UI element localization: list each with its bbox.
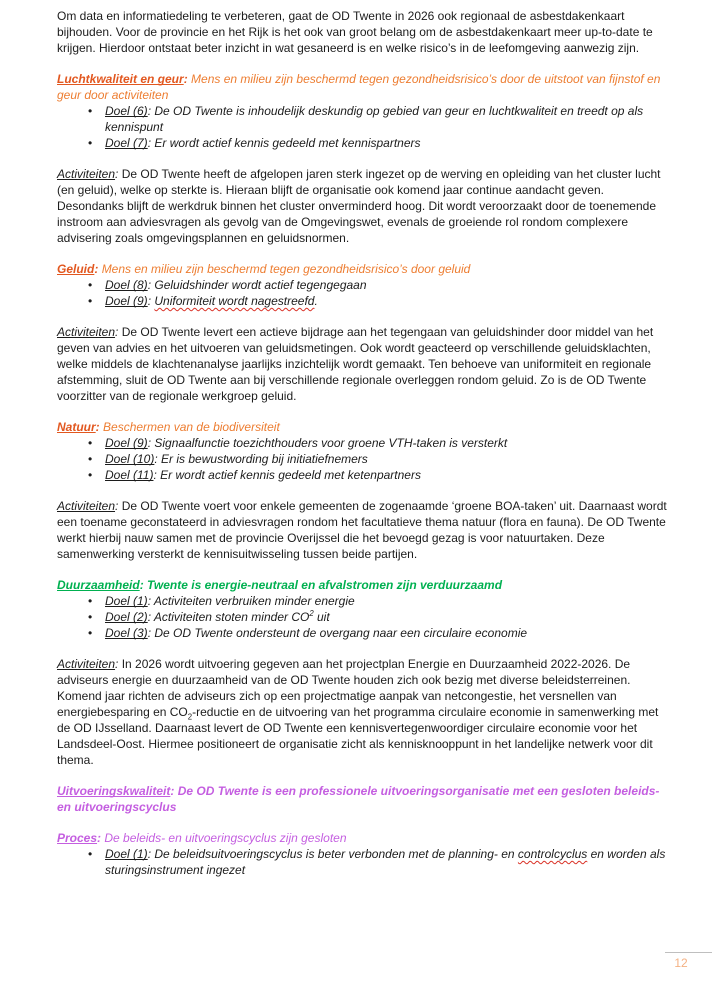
section-heading: Natuur: (57, 420, 100, 434)
text-segment: . (314, 294, 318, 308)
doel-label: Doel (1): (105, 847, 152, 861)
footer-divider (665, 952, 712, 953)
text-segment: 2 (187, 712, 193, 722)
doel-text (105, 847, 665, 877)
section-heading-line (57, 577, 667, 593)
activities-label: Activiteiten: (57, 657, 119, 671)
text-segment: De OD Twente heeft de afgelopen jaren sterk ingezet op de werving en opleiding van het cluster lucht (en geluid), welke op sterkte is. Hieraan blijft de organisatie ook komend jaar continue aandacht geven. Desondanks blijft de werkdruk binnen het cluster onverminderd hoog. Dit wordt veroorzaakt door de toenemende instroom aan adviesvragen als gevolg van de Omgevingswet, evenals de groeiende rol rondom complexere advisering zoals omgevingsplannen en geluidsnormen. (57, 167, 661, 245)
bullet-marker: • (88, 436, 93, 450)
section (57, 261, 667, 404)
text-segment: De beleidsuitvoeringscyclus is beter verbonden met de planning- en (154, 847, 518, 861)
section (57, 577, 667, 768)
activities-label: Activiteiten: (57, 325, 119, 339)
section-description: De beleids- en uitvoeringscyclus zijn gesloten (104, 831, 347, 845)
section-heading-line (57, 71, 667, 103)
section-heading: Proces: (57, 831, 102, 845)
doel-item (57, 435, 667, 451)
text-segment: Er is bewustwording bij initiatiefnemers (161, 452, 368, 466)
doel-text (160, 468, 421, 482)
doel-text (105, 104, 643, 134)
page-number: 12 (674, 956, 688, 970)
bullet-marker: • (88, 847, 93, 861)
doel-list (57, 846, 667, 878)
doel-item (57, 451, 667, 467)
doel-text (154, 294, 317, 308)
doel-item (57, 103, 667, 135)
text-segment: De OD Twente voert voor enkele gemeenten de zogenaamde ‘groene BOA-taken’ uit. Daarnaast wordt een toename geconstateerd in adviesvragen rondom het facultatieve thema natuur (flora en fauna). De OD Twente werkt hierbij nauw samen met de provincie Overijssel die het bevoegd gezag is voor natuurtaken. Deze samenwerking versterkt de kennisuitwisseling tussen beide partijen. (57, 499, 667, 561)
text-segment: Er wordt actief kennis gedeeld met ketenpartners (160, 468, 421, 482)
doel-label: Doel (9): (105, 436, 152, 450)
activities-text (57, 657, 658, 767)
section-heading: Uitvoeringskwaliteit: (57, 784, 175, 798)
section-description: Mens en milieu zijn beschermd tegen gezondheidsrisico’s door geluid (101, 262, 471, 276)
page-content (57, 8, 667, 893)
section-heading: Geluid: (57, 262, 99, 276)
bullet-marker: • (88, 626, 93, 640)
text-segment: -reductie en de uitvoering van het programma circulaire economie in samenwerking met de OD IJsselland. Daarnaast levert de OD Twente een kennisvertegenwoordiger circulaire economie voor het Landsdeel-Oost. Hiermee positioneert de organisatie zicht als kennisknooppunt in het landelijke netwerk voor dit thema. (57, 705, 659, 767)
text-segment: De OD Twente levert een actieve bijdrage aan het tegengaan van geluidshinder door middel van het geven van advies en het uitvoeren van geluidsmetingen. Ook wordt geacteerd op verschillende geluidsklachten, welke middels de klachtenanalyse jaarlijks inzichtelijk wordt gemaakt. Ten behoeve van uniformiteit en regionale afstemming, sluit de OD Twente aan bij verschillende regionale overleggen rondom geluid. Zo is de OD Twente voorzitter van de regionale werkgroep geluid. (57, 325, 654, 403)
section-heading-line (57, 783, 667, 815)
bullet-marker: • (88, 136, 93, 150)
doel-list (57, 103, 667, 151)
section-description: Twente is energie-neutraal en afvalstromen zijn verduurzaamd (147, 578, 503, 592)
doel-text (154, 278, 366, 292)
doel-item (57, 625, 667, 641)
section (57, 71, 667, 246)
doel-item (57, 467, 667, 483)
text-segment: De OD Twente ondersteunt de overgang naar een circulaire economie (154, 626, 528, 640)
doel-label: Doel (9): (105, 294, 152, 308)
doel-text (154, 436, 507, 450)
activities-paragraph (57, 166, 667, 246)
doel-label: Doel (8): (105, 278, 152, 292)
bullet-marker: • (88, 104, 93, 118)
section (57, 830, 667, 878)
text-segment: De OD Twente is inhoudelijk deskundig op gebied van geur en luchtkwaliteit en treedt op als kennispunt (105, 104, 644, 134)
text-segment: en worden als sturingsinstrument ingezet (105, 847, 666, 877)
section-description: Beschermen van de biodiversiteit (103, 420, 280, 434)
doel-list (57, 435, 667, 483)
sections (57, 71, 667, 878)
text-segment: Er wordt actief kennis gedeeld met kennispartners (154, 136, 421, 150)
doel-label: Doel (3): (105, 626, 152, 640)
section-heading-line (57, 261, 667, 277)
bullet-marker: • (88, 278, 93, 292)
section (57, 783, 667, 815)
intro-paragraph: Om data en informatiedeling te verbeteren, gaat de OD Twente in 2026 ook regionaal de asbestdakenkaart bijhouden. Voor de provincie en het Rijk is het ook van groot belang om de asbestdakenkaart meer up-to-date te krijgen. Hierdoor ontstaat beter inzicht in wat gesaneerd is en welke risico’s in de leefomgeving aanwezig zijn. (57, 9, 653, 55)
section-heading-line (57, 419, 667, 435)
doel-list (57, 277, 667, 309)
activities-text (57, 499, 667, 561)
doel-label: Doel (2): (105, 610, 152, 624)
text-segment: Activiteiten stoten minder CO (153, 610, 310, 624)
section-heading: Luchtkwaliteit en geur: (57, 72, 188, 86)
doel-text (154, 594, 355, 608)
doel-item (57, 609, 667, 625)
doel-text (154, 626, 527, 640)
section-description: De OD Twente is een professionele uitvoeringsorganisatie met een gesloten beleids- en uitvoeringscyclus (57, 784, 660, 814)
doel-label: Doel (6): (105, 104, 152, 118)
doel-label: Doel (11): (105, 468, 157, 482)
doel-item (57, 135, 667, 151)
text-segment: 2 (309, 609, 314, 618)
doel-text (154, 136, 420, 150)
activities-text (57, 325, 653, 403)
section-heading: Duurzaamheid: (57, 578, 144, 592)
activities-text (57, 167, 661, 245)
text-segment: Signaalfunctie toezichthouders voor groene VTH-taken is versterkt (154, 436, 508, 450)
bullet-marker: • (88, 594, 93, 608)
doel-item (57, 593, 667, 609)
activities-paragraph (57, 656, 667, 768)
section-description: Mens en milieu zijn beschermd tegen gezondheidsrisico’s door de uitstoot van fijnstof en geur door activiteiten (57, 72, 661, 102)
text-segment: controlcyclus (517, 847, 588, 861)
section (57, 419, 667, 562)
activities-paragraph (57, 498, 667, 562)
doel-item (57, 293, 667, 309)
section-heading-line (57, 830, 667, 846)
text-segment: uit (313, 610, 330, 624)
doel-label: Doel (10): (105, 452, 158, 466)
doel-text (161, 452, 368, 466)
text-segment: Geluidshinder wordt actief tegengegaan (154, 278, 367, 292)
text-segment: Uniformiteit wordt nagestreefd (154, 294, 315, 308)
bullet-marker: • (88, 294, 93, 308)
doel-item (57, 846, 667, 878)
activities-label: Activiteiten: (57, 499, 119, 513)
bullet-marker: • (88, 468, 93, 482)
activities-label: Activiteiten: (57, 167, 119, 181)
doel-item (57, 277, 667, 293)
bullet-marker: • (88, 610, 93, 624)
doel-text (154, 610, 330, 624)
doel-list (57, 593, 667, 641)
bullet-marker: • (88, 452, 93, 466)
activities-paragraph (57, 324, 667, 404)
doel-label: Doel (7): (105, 136, 152, 150)
doel-label: Doel (1): (105, 594, 152, 608)
text-segment: In 2026 wordt uitvoering gegeven aan het projectplan Energie en Duurzaamheid 2022-2026. De adviseurs energie en duurzaamheid van de OD Twente houden zich ook bezig met diverse beleidsterreinen. Komend jaar richten de adviseurs zich op een projectmatige aanpak van netcongestie, het versnellen van energiebesparing en CO (57, 657, 631, 719)
text-segment: Activiteiten verbruiken minder energie (153, 594, 355, 608)
